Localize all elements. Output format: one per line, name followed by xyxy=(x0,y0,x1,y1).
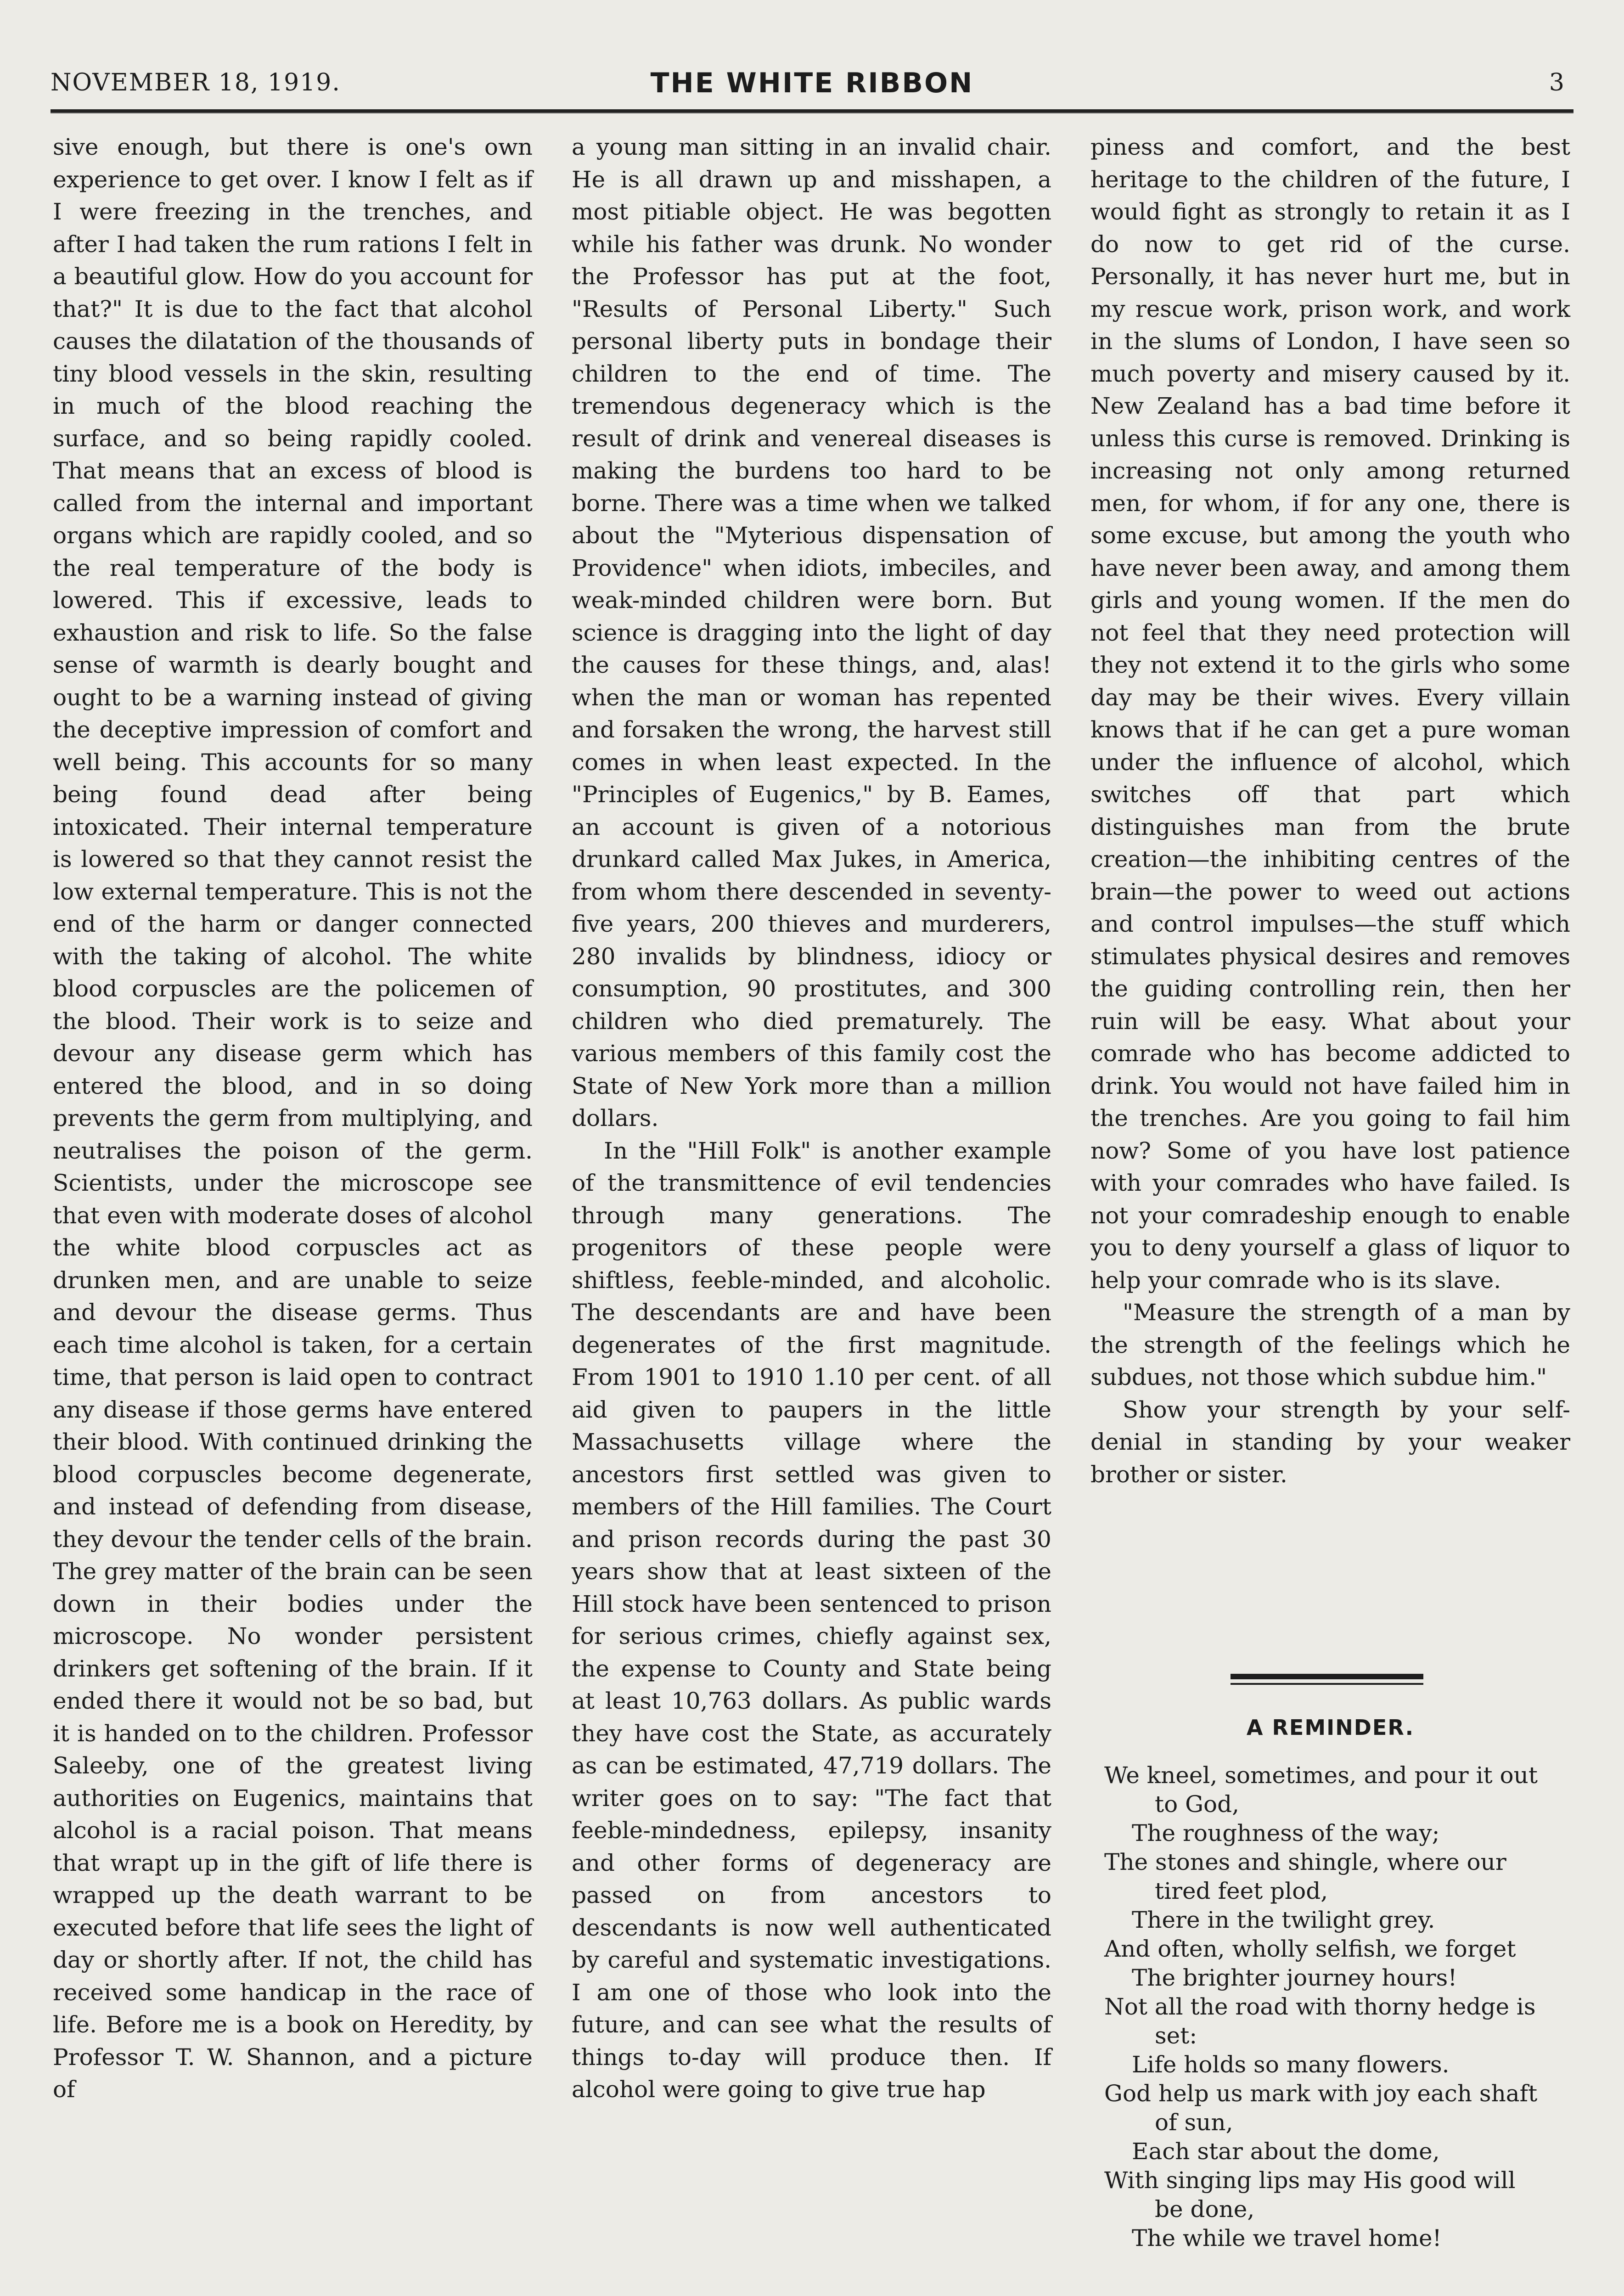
poem-line: The brighter journey hours! xyxy=(1132,1964,1457,1991)
poem xyxy=(1104,1761,1582,2253)
paragraph: a young man sitting in an invalid chair. He is all drawn up and misshapen, a most pitiable object. He was begotten while his father was drunk. No wonder the Professor has put at the foot, "Results of Personal Liberty." Such personal liberty puts in bondage their children to the end of time. The tremendous degeneracy which is the result of drink and venereal diseases is making the burdens too hard to be borne. There was a time when we talked about the "Myterious dispensation of Providence" when idiots, imbeciles, and weak-minded children were born. But science is dragging into the light of day the causes for these things, and, alas! when the man or woman has repented and forsaken the wrong, the harvest still comes in when least expected. In the "Principles of Eugenics," by B. Eames, an account is given of a notorious drunkard called Max Jukes, in America, from whom there descended in seventy-five years, 200 thieves and murderers, 280 invalids by blindness, idiocy or consumption, 90 prostitutes, and 300 children who died prematurely. The various members of this family cost the State of New York more than a million dollars. xyxy=(572,134,1051,1131)
paragraph: Show your strength by your self-denial in standing by your weaker brother or sister. xyxy=(1090,1396,1570,1488)
poem-line: With singing lips may His good will xyxy=(1104,2167,1516,2194)
paragraph: In the "Hill Folk" is another example of the transmittence of evil tendencies through many generations. The progenitors of these people were shiftless, feeble-minded, and alcoholic. The descendants are and have been degenerates of the first magnitude. From 1901 to 1910 1.10 per cent. of all aid given to paupers in the little Massachusetts village where the ancestors first settled was given to members of the Hill families. The Court and prison records during the past 30 years show that at least sixteen of the Hill stock have been sentenced to prison for serious crimes, chiefly against sex, the expense to County and State being at least 10,763 dollars. As public wards they have cost the State, as accurately as can be estimated, 47,719 dollars. The writer goes on to say: "The fact that feeble-mindedness, epilepsy, insanity and other forms of degeneracy are passed on from ancestors to descendants is now well authenticated by careful and systematic investigations. I am one of those who look into the future, and can see what the results of things to-day will produce then. If alcohol were going to give true hap xyxy=(572,1137,1051,2103)
article-column-3 xyxy=(1090,131,1570,1491)
poem-line: Not all the road with thorny hedge is xyxy=(1104,1993,1536,2020)
quote-paragraph: "Measure the strength of a man by the strength of the feelings which he subdues, not those which subdue him." xyxy=(1090,1299,1570,1390)
poem-title: A REMINDER. xyxy=(1246,1715,1415,1740)
poem-line: The while we travel home! xyxy=(1132,2225,1442,2251)
poem-line: set: xyxy=(1155,2022,1197,2049)
issue-date: NOVEMBER 18, 1919. xyxy=(51,69,341,96)
page-number: 3 xyxy=(1549,69,1564,96)
paragraph: piness and comfort, and the best heritage to the children of the future, I would fight as strongly to retain it as I do now to get rid of the curse. Personally, it has never hurt me, but in my rescue work, prison work, and work in the slums of London, I have seen so much poverty and misery caused by it. New Zealand has a bad time before it unless this curse is removed. Drinking is increasing not only among returned men, for whom, if for any one, there is some excuse, but among the youth who have never been away, and among them girls and young women. If the men do not feel that they need protection will they not extend it to the girls who some day may be their wives. Every villain knows that if he can get a pure woman under the influence of alcohol, which switches off that part which distinguishes man from the brute creation—the inhibiting centres of the brain—the power to weed out actions and control impulses—the stuff which stimulates physical desires and removes the guiding controlling rein, then her ruin will be easy. What about your comrade who has become addicted to drink. You would not have failed him in the trenches. Are you going to fail him now? Some of you have lost patience with your comrades who have failed. Is not your comradeship enough to enable you to deny yourself a glass of liquor to help your comrade who is its slave. xyxy=(1090,134,1570,1294)
poem-line: And often, wholly selfish, we forget xyxy=(1104,1936,1516,1962)
newspaper-title: THE WHITE RIBBON xyxy=(650,67,974,99)
poem-line: to God, xyxy=(1155,1791,1240,1818)
poem-line: be done, xyxy=(1155,2196,1255,2223)
poem-line: The roughness of the way; xyxy=(1132,1820,1440,1846)
poem-line: Life holds so many flowers. xyxy=(1132,2051,1450,2078)
poem-line: tired feet plod, xyxy=(1155,1878,1328,1904)
page-header xyxy=(51,55,1573,106)
poem-line: There in the twilight grey. xyxy=(1132,1907,1435,1933)
poem-line: We kneel, sometimes, and pour it out xyxy=(1104,1762,1538,1789)
article-column-2 xyxy=(572,131,1051,2106)
poem-line: of sun, xyxy=(1155,2109,1233,2136)
article-column-1 xyxy=(53,131,533,2106)
section-divider xyxy=(1231,1674,1423,1685)
poem-line: Each star about the dome, xyxy=(1132,2138,1440,2165)
header-rule xyxy=(51,109,1573,113)
poem-line: God help us mark with joy each shaft xyxy=(1104,2080,1538,2107)
paragraph: sive enough, but there is one's own experience to get over. I know I felt as if I were freezing in the trenches, and after I had taken the rum rations I felt in a beautiful glow. How do you account for that?" It is due to the fact that alcohol causes the dilatation of the thousands of tiny blood vessels in the skin, resulting in much of the blood reaching the surface, and so being rapidly cooled. That means that an excess of blood is called from the internal and important organs which are rapidly cooled, and so the real temperature of the body is lowered. This if excessive, leads to exhaustion and risk to life. So the false sense of warmth is dearly bought and ought to be a warning instead of giving the deceptive impression of comfort and well being. This accounts for so many being found dead after being intoxicated. Their internal temperature is lowered so that they cannot resist the low external temperature. This is not the end of the harm or danger connected with the taking of alcohol. The white blood corpuscles are the policemen of the blood. Their work is to seize and devour any disease germ which has entered the blood, and in so doing prevents the germ from multiplying, and neutralises the poison of the germ. Scientists, under the microscope see that even with moderate doses of alcohol the white blood corpuscles act as drunken men, and are unable to seize and devour the disease germs. Thus each time alcohol is taken, for a certain time, that person is laid open to contract any disease if those germs have entered their blood. With continued drinking the blood corpuscles become degenerate, and instead of defending from disease, they devour the tender cells of the brain. The grey matter of the brain can be seen down in their bodies under the microscope. No wonder persistent drinkers get softening of the brain. If it ended there it would not be so bad, but it is handed on to the children. Professor Saleeby, one of the greatest living authorities on Eugenics, maintains that alcohol is a racial poison. That means that wrapt up in the gift of life there is wrapped up the death warrant to be executed before that life sees the light of day or shortly after. If not, the child has received some handicap in the race of life. Before me is a book on Heredity, by Professor T. W. Shannon, and a picture of xyxy=(53,134,533,2103)
poem-line: The stones and shingle, where our xyxy=(1104,1849,1506,1875)
